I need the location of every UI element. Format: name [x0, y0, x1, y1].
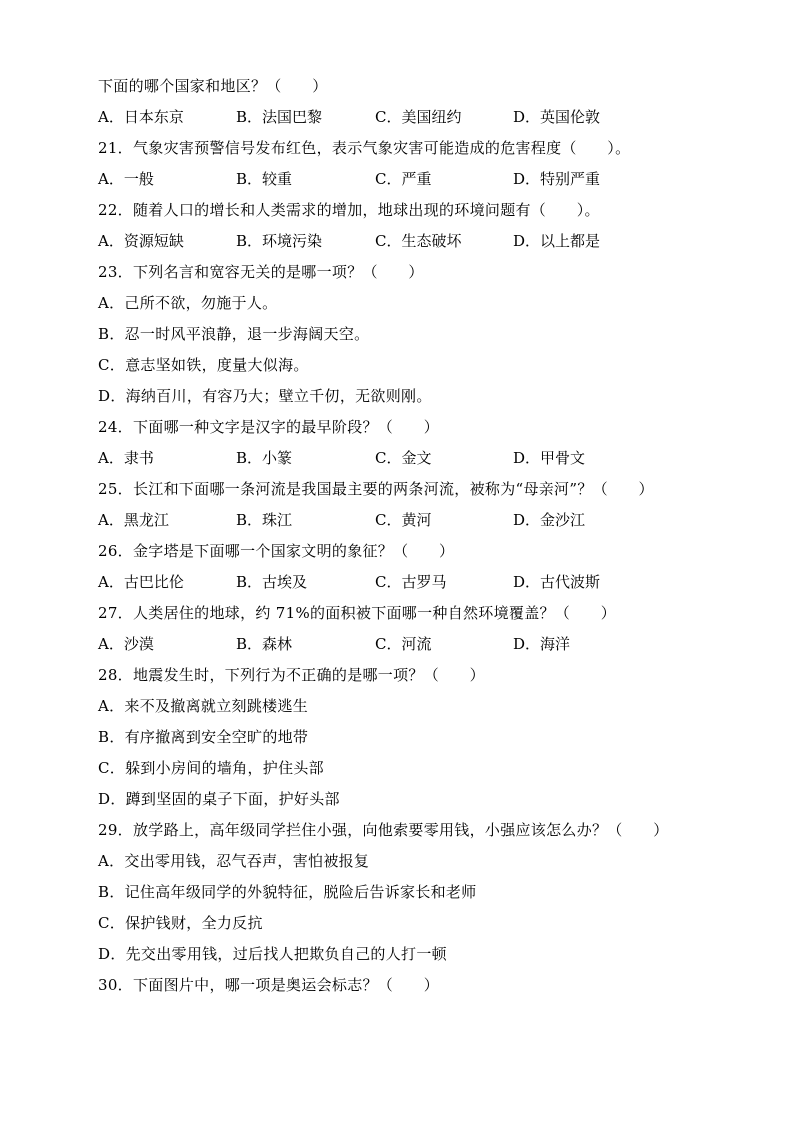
option-d: D．蹲到坚固的桌子下面，护好头部 — [98, 790, 340, 808]
option-a: A．一般 — [98, 170, 154, 188]
option-a: A．隶书 — [98, 449, 154, 467]
option-c: C．古罗马 — [375, 573, 447, 591]
option-c: C．金文 — [375, 449, 432, 467]
question-stem: 29．放学路上，高年级同学拦住小强，向他索要零用钱，小强应该怎么办？（ ） — [98, 821, 669, 839]
option-c: C．美国纽约 — [375, 108, 462, 126]
option-d: D．金沙江 — [513, 511, 586, 529]
option-d: D．海洋 — [513, 635, 571, 653]
option-a: A．己所不欲，勿施于人。 — [98, 294, 278, 312]
option-b: B．森林 — [236, 635, 293, 653]
option-c: C．生态破坏 — [375, 232, 462, 250]
option-d: D．特别严重 — [513, 170, 601, 188]
option-a: A．来不及撤离就立刻跳楼逃生 — [98, 697, 309, 715]
option-c: C．严重 — [375, 170, 432, 188]
option-b: B．法国巴黎 — [236, 108, 323, 126]
question-stem: 23．下列名言和宽容无关的是哪一项？（ ） — [98, 263, 424, 281]
option-b: B．珠江 — [236, 511, 293, 529]
option-b: B．忍一时风平浪静，退一步海阔天空。 — [98, 325, 370, 343]
option-d: D．古代波斯 — [513, 573, 601, 591]
option-a: A．日本东京 — [98, 108, 184, 126]
option-b: B．环境污染 — [236, 232, 323, 250]
option-d: D．英国伦敦 — [513, 108, 601, 126]
option-c: C．意志坚如铁，度量大似海。 — [98, 356, 309, 374]
option-a: A．古巴比伦 — [98, 573, 184, 591]
option-a: A．交出零用钱，忍气吞声，害怕被报复 — [98, 852, 370, 870]
question-stem: 30．下面图片中，哪一项是奥运会标志？（ ） — [98, 976, 439, 994]
option-d: D．甲骨文 — [513, 449, 586, 467]
question-stem: 22．随着人口的增长和人类需求的增加，地球出现的环境问题有（ ）。 — [98, 201, 600, 219]
option-c: C．保护钱财，全力反抗 — [98, 914, 263, 932]
option-d: D．以上都是 — [513, 232, 601, 250]
question-stem: 27．人类居住的地球，约 71%的面积被下面哪一种自然环境覆盖？（ ） — [98, 604, 616, 622]
option-c: C．躲到小房间的墙角，护住头部 — [98, 759, 324, 777]
option-c: C．黄河 — [375, 511, 432, 529]
option-c: C．河流 — [375, 635, 432, 653]
question-stem: 26．金字塔是下面哪一个国家文明的象征？（ ） — [98, 542, 455, 560]
option-b: B．记住高年级同学的外貌特征，脱险后告诉家长和老师 — [98, 883, 477, 901]
question-stem: 25．长江和下面哪一条河流是我国最主要的两条河流，被称为“母亲河”？（ ） — [98, 480, 654, 498]
option-b: B．古埃及 — [236, 573, 308, 591]
question-stem: 28．地震发生时，下列行为不正确的是哪一项？（ ） — [98, 666, 485, 684]
question-stem: 24．下面哪一种文字是汉字的最早阶段？（ ） — [98, 418, 439, 436]
question-stem: 21．气象灾害预警信号发布红色，表示气象灾害可能造成的危害程度（ ）。 — [98, 139, 631, 157]
option-b: B．较重 — [236, 170, 293, 188]
option-a: A．资源短缺 — [98, 232, 184, 250]
option-a: A．黑龙江 — [98, 511, 169, 529]
question-stem: 下面的哪个国家和地区？（ ） — [98, 77, 328, 95]
option-b: B．有序撤离到安全空旷的地带 — [98, 728, 309, 746]
option-d: D．先交出零用钱，过后找人把欺负自己的人打一顿 — [98, 945, 447, 963]
option-a: A．沙漠 — [98, 635, 154, 653]
option-d: D．海纳百川，有容乃大；壁立千仞，无欲则刚。 — [98, 387, 432, 405]
option-b: B．小篆 — [236, 449, 293, 467]
